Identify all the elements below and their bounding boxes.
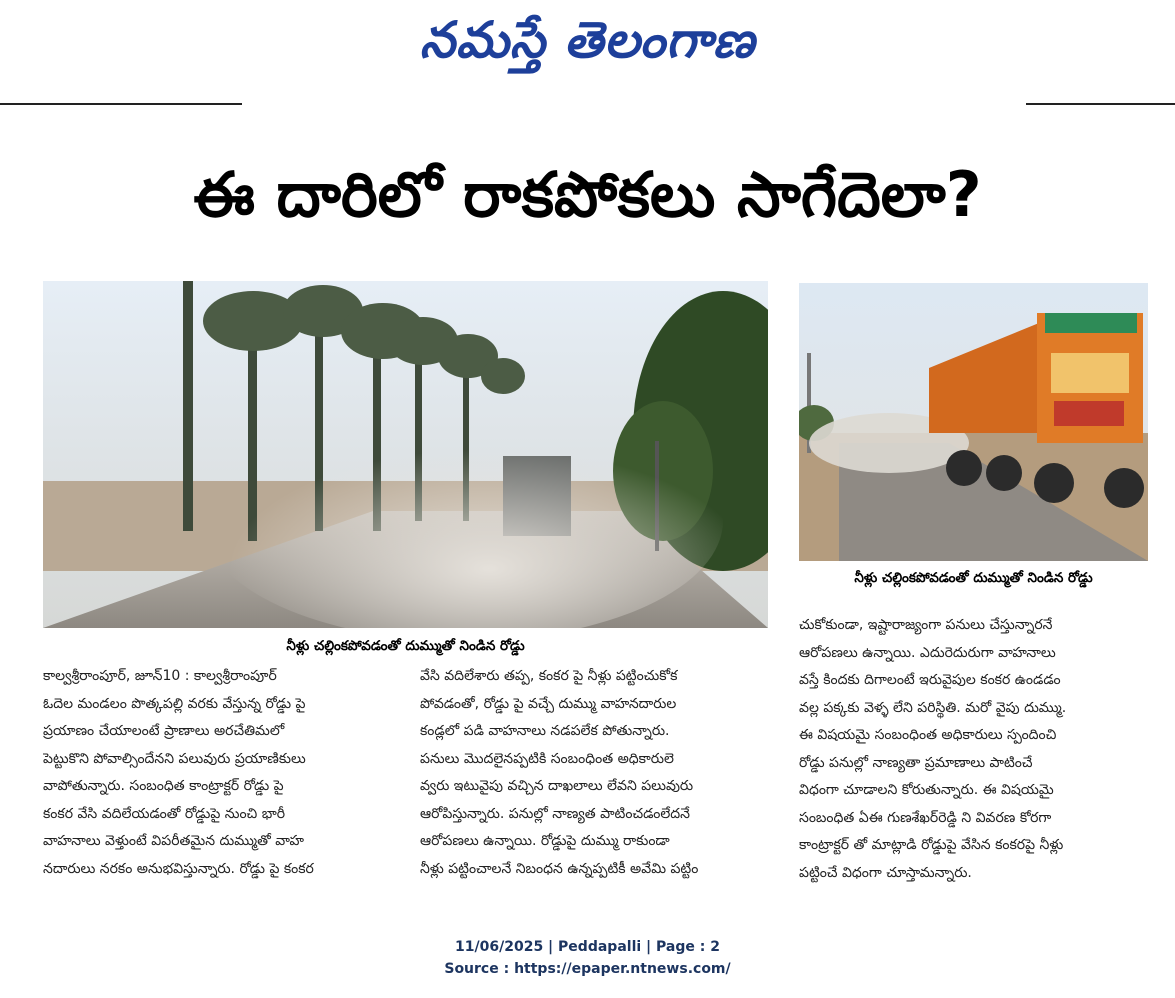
- article-line: కాంట్రాక్టర్ తో మాట్లాడి రోడ్డుపై వేసిన కంకరపై నీళ్లు: [799, 837, 1064, 853]
- article-column-2: [420, 663, 770, 883]
- article-line: వేసి వదిలేశారు తప్ప, కంకర పై నీళ్లు పట్టించుకోక: [420, 668, 678, 684]
- article-line: వాహనాలు వెళ్తుంటే విపరీతమైన దుమ్ముతో వాహ: [43, 833, 304, 849]
- dusty-road-photo: [43, 281, 768, 628]
- photo-caption-right: నీళ్లు చల్లింకపోవడంతో దుమ్ముతో నిండిన రోడ్డు: [854, 570, 1093, 586]
- article-line: చుకోకుండా, ఇష్టారాజ్యంగా పనులు చేస్తున్నారనే: [799, 617, 1053, 633]
- article-line: పనులు మొదలైనప్పటికి సంబంధింత అధికారులె: [420, 750, 674, 767]
- article-column-1: [43, 663, 393, 883]
- article-line: నీళ్లు పట్టించాలనే నిబంధన ఉన్నప్పటికీ అవేమి పట్టిం: [420, 860, 699, 877]
- article-line: పట్టించే విధంగా చూస్తామన్నారు.: [799, 864, 972, 881]
- article-line: రోడ్డు పనుల్లో నాణ్యతా ప్రమాణాలు పాటించే: [799, 754, 1033, 771]
- footer-source: Source : https://epaper.ntnews.com/: [444, 961, 731, 977]
- article-line: ప్రయాణం చేయాలంటే ప్రాణాలు అరచేతిమలో: [43, 723, 285, 739]
- article-column-3: [799, 612, 1148, 887]
- article-line: పెట్టుకొని పోవాల్సిందేనని పలువురు ప్రయాణికులు: [43, 750, 306, 767]
- article-headline: ఈ దారిలో రాకపోకలు సాగేదెలా?: [193, 158, 982, 231]
- article-line: వల్ల పక్కకు వెళ్ళ లేని పరిస్థితి. మరో వైపు దుమ్ము.: [799, 699, 1067, 716]
- article-line: విధంగా చూడాలని కోరుతున్నారు. ఈ విషయమై: [799, 782, 1054, 798]
- article-line: ఆరోపిస్తున్నారు. పనుల్లో నాణ్యత పాటించడంలేదనే: [420, 805, 690, 822]
- article-line: ఆరోపణలు ఉన్నాయి. రోడ్డుపై దుమ్ము రాకుండా: [420, 833, 670, 849]
- masthead: [0, 0, 1175, 100]
- masthead-rule-left: [0, 103, 242, 105]
- truck-photo: [799, 283, 1148, 561]
- article-line: వ్వరు ఇటువైపు వచ్చిన దాఖలాలు లేవని పలువురు: [420, 778, 694, 794]
- article-line: ఆరోపణలు ఉన్నాయి. ఎదురెదురుగా వాహనాలు: [799, 644, 1056, 661]
- photo-caption-left: నీళ్లు చల్లింకపోవడంతో దుమ్ముతో నిండిన రోడ్డు: [286, 638, 525, 654]
- article-line: ఓదెల మండలం పొత్కపల్లి వరకు వేస్తున్న రోడ్డు పై: [43, 695, 306, 712]
- article-line: నదారులు నరకం అనుభవిస్తున్నారు. రోడ్డు పై కంకర: [43, 860, 314, 877]
- article-line: కండ్లలో పడి వాహనాలు నడపలేక పోతున్నారు.: [420, 723, 670, 739]
- article-line: ఈ విషయమై సంబంధింత అధికారులు స్పందించి: [799, 727, 1057, 743]
- article-line: వస్తే కిందకు దిగాలంటే ఇరువైపుల కంకర ఉండడం: [799, 672, 1061, 688]
- article-line: సంబంధిత ఏఈ గుణశేఖర్‌రెడ్డి ని వివరణ కోరగా: [799, 809, 1052, 826]
- article-line: పోవడంతో, రోడ్డు పై వచ్చే దుమ్ము వాహనదారుల: [420, 695, 677, 712]
- masthead-rule-right: [1026, 103, 1175, 105]
- article-line: కాల్వశ్రీరాంపూర్, జూన్10 : కాల్వశ్రీరాంపూర్: [43, 668, 277, 684]
- footer-date-edition: 11/06/2025 | Peddapalli | Page : 2: [455, 939, 720, 955]
- newspaper-logo: నమస్తే తెలంగాణ: [419, 11, 756, 69]
- article-line: కంకర వేసి వదిలేయడంతో రోడ్డుపై నుంచి భారీ: [43, 805, 286, 822]
- article-line: వాపోతున్నారు. సంబంధిత కాంట్రాక్టర్ రోడ్డు పై: [43, 778, 284, 794]
